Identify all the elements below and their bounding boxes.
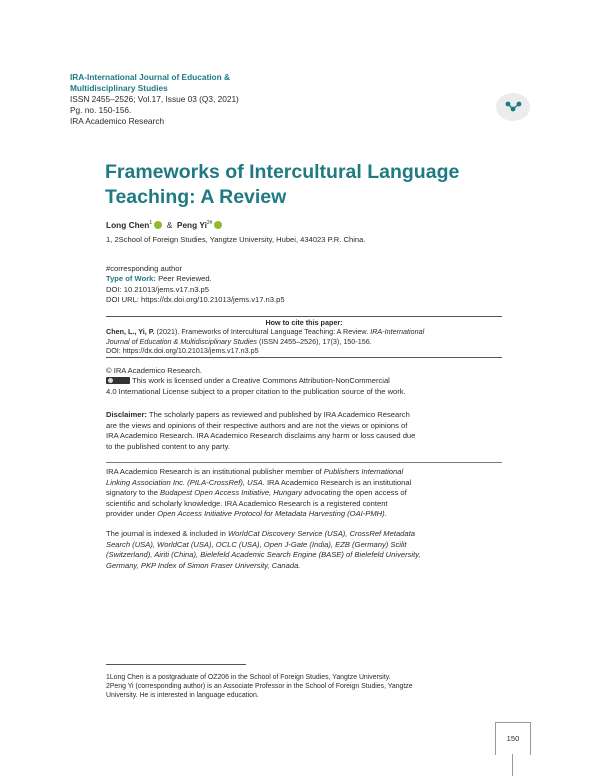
orcid-icon[interactable] xyxy=(154,221,162,229)
disclaimer-line-1: The scholarly papers as reviewed and published by IRA Academico Research xyxy=(146,410,410,419)
license-line-1: This work is licensed under a Creative Commons Attribution-NonCommercial xyxy=(132,376,390,386)
orcid-icon[interactable] xyxy=(214,221,222,229)
indexed-line-1a: The journal is indexed & included in xyxy=(106,529,228,538)
article-meta xyxy=(106,264,285,305)
journal-header xyxy=(70,72,330,127)
member-line-2b: IRA Academico Research is an institutional xyxy=(264,477,412,487)
disclaimer xyxy=(106,410,502,452)
doi-url[interactable]: DOI URL: https://dx.doi.org/10.21013/jems.v17.n3.p5 xyxy=(106,294,285,304)
citation-journal-1: IRA-International xyxy=(368,327,425,337)
citation-journal-2: Journal of Education & Multidisciplinary Studies xyxy=(106,336,258,346)
disclaimer-line-2: are the views and opinions of their respective authors and are not the views or opinions of xyxy=(106,420,408,430)
corresponding-note: #corresponding author xyxy=(106,264,182,273)
footnote-2a: 2Peng Yi (corresponding author) is an Associate Professor in the School of Foreign Studies, Yangtze xyxy=(106,683,413,691)
footnote-2b: University. He is interested in language education. xyxy=(106,692,259,700)
member-line-5a: provider under xyxy=(106,509,158,519)
citation-text-2: (ISSN 2455–2526), 17(3), 150-156. xyxy=(257,336,372,346)
journal-name-line1: IRA-International Journal of Education & xyxy=(70,72,230,82)
footnotes xyxy=(106,673,506,701)
author-2-name: Peng Yi xyxy=(176,220,207,230)
citation-authors: Chen, L., Yi, P. xyxy=(106,327,155,337)
disclaimer-line-4: to the published content to any party. xyxy=(106,441,230,451)
footnote-1: 1Long Chen is a postgraduate of OZ206 in the School of Foreign Studies, Yangtze University. xyxy=(106,674,391,681)
paper-title xyxy=(105,160,525,210)
member-line-3a: signatory to the xyxy=(106,488,161,498)
indexed-line-1b: WorldCat Discovery Service (USA), CrossRef Metadata xyxy=(228,529,415,538)
member-line-5b: Open Access Initiative Protocol for Metadata Harvesting (OAI-PMH). xyxy=(157,509,387,519)
indexing-paragraph xyxy=(106,529,502,571)
member-line-4: scientific and scholarly knowledge. IRA Academico Research is a registered content xyxy=(106,498,388,508)
citation-box xyxy=(106,316,502,358)
cc-license-icon[interactable] xyxy=(106,377,130,384)
member-line-2a: Linking Association Inc. (PILA-CrossRef), USA. xyxy=(106,477,265,487)
license-line-2: 4.0 International License subject to a proper citation to the publication source of the work. xyxy=(106,386,406,396)
member-line-3b: Budapest Open Access Initiative, Hungary xyxy=(160,488,303,498)
author-2-sup: 2# xyxy=(206,220,213,227)
paper-title-line1: Frameworks of Intercultural Language xyxy=(105,161,460,183)
affiliation: 1, 2School of Foreign Studies, Yangtze University, Hubei, 434023 P.R. China. xyxy=(106,235,366,244)
member-line-1b: Publishers International xyxy=(323,467,404,476)
indexed-line-2: Search (USA), WorldCat (USA), OCLC (USA), Open J-Gate (India), EZB (Germany) Scilit xyxy=(106,539,407,549)
author-joiner: & xyxy=(166,220,173,230)
page-number: 150 xyxy=(495,722,531,755)
citation-heading: How to cite this paper: xyxy=(265,318,343,327)
journal-name-line2: Multidisciplinary Studies xyxy=(70,83,168,93)
member-line-1a: IRA Academico Research is an institutional publisher member of xyxy=(106,467,324,476)
license-section xyxy=(106,366,502,397)
type-of-work-value: Peer Reviewed. xyxy=(158,274,212,284)
indexed-line-4: Germany, PKP Index of Simon Fraser University, Canada. xyxy=(106,560,301,570)
journal-pages: Pg. no. 150-156. xyxy=(70,105,132,115)
doi[interactable]: DOI: 10.21013/jems.v17.n3.p5 xyxy=(106,284,210,294)
section-divider xyxy=(106,462,502,463)
author-1-sup: 1 xyxy=(149,220,153,227)
journal-publisher: IRA Academico Research xyxy=(70,116,165,126)
disclaimer-label: Disclaimer: xyxy=(106,410,147,419)
member-line-3c: advocating the open access of xyxy=(302,488,407,498)
indexed-line-3: (Switzerland), Airiti (China), Bielefeld Academic Search Engine (BASE) of Bielefeld University, xyxy=(106,550,421,560)
journal-issn: ISSN 2455–2526; Vol.17, Issue 03 (Q3, 2021) xyxy=(70,94,239,104)
type-of-work-label: Type of Work: xyxy=(106,274,156,284)
footnote-divider xyxy=(106,664,246,665)
citation-doi[interactable]: DOI: https://dx.doi.org/10.21013/jems.v17.n3.p5 xyxy=(106,346,259,356)
page-number-rule xyxy=(512,754,513,776)
copyright: © IRA Academico Research. xyxy=(106,366,202,375)
disclaimer-line-3: IRA Academico Research. IRA Academico Research disclaims any harm or loss caused due xyxy=(106,431,416,441)
citation-text-1: (2021). Frameworks of Intercultural Language Teaching: A Review. xyxy=(154,327,369,337)
share-network-icon[interactable] xyxy=(496,93,530,121)
author-list xyxy=(106,220,222,230)
paper-title-line2: Teaching: A Review xyxy=(105,186,287,208)
author-1-name: Long Chen xyxy=(106,220,150,230)
member-paragraph xyxy=(106,467,502,520)
